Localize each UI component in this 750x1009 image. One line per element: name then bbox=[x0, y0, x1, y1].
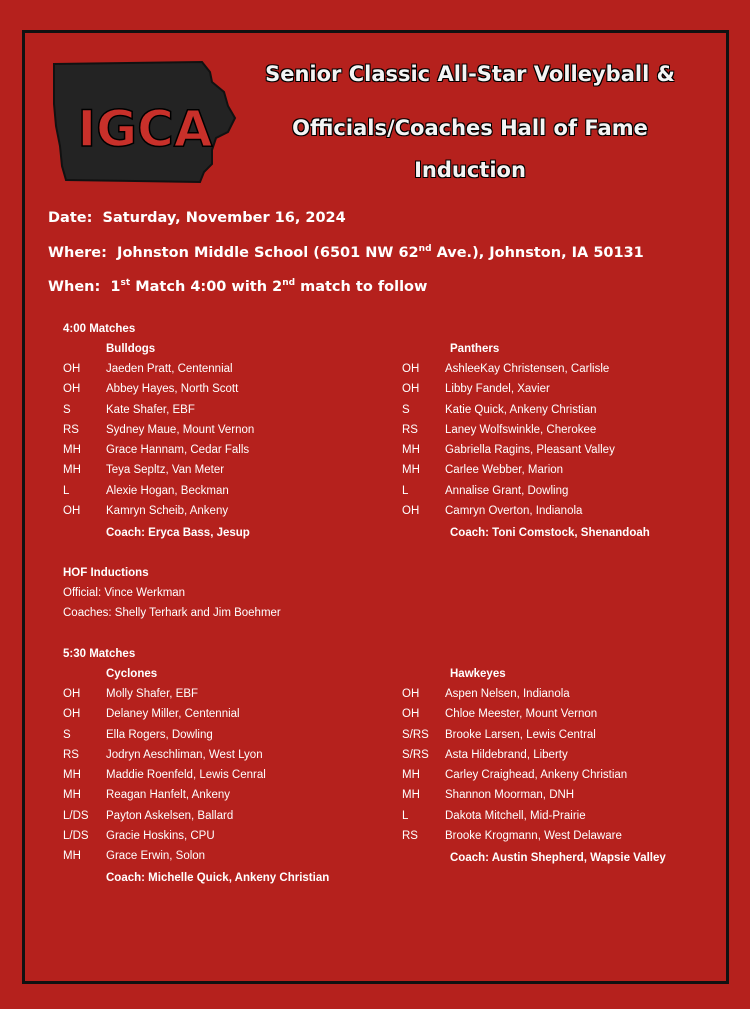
player-name: Aspen Nelsen, Indianola bbox=[445, 688, 570, 700]
player-position: L bbox=[402, 809, 409, 822]
hof-official: Official: Vince Werkman bbox=[63, 587, 186, 599]
player-position: OH bbox=[63, 688, 81, 700]
player-name: Gracie Hoskins, CPU bbox=[106, 830, 215, 843]
title-line-3: Induction bbox=[414, 158, 526, 182]
bulldogs-team-name: Bulldogs bbox=[106, 343, 156, 355]
player-name: Abbey Hayes, North Scott bbox=[106, 383, 239, 396]
player-position: S bbox=[63, 728, 71, 741]
player-position: MH bbox=[63, 850, 81, 863]
player-name: Chloe Meester, Mount Vernon bbox=[445, 708, 598, 721]
hawkeyes-coach: Coach: Austin Shepherd, Wapsie Valley bbox=[450, 852, 666, 864]
event-date bbox=[48, 210, 346, 226]
player-name: Carley Craighead, Ankeny Christian bbox=[445, 769, 628, 782]
when-mid: Match 4:00 with 2 bbox=[130, 278, 283, 295]
player-position: L bbox=[63, 484, 70, 497]
player-name: Sydney Maue, Mount Vernon bbox=[106, 423, 255, 436]
where-post: Ave.), Johnston, IA 50131 bbox=[431, 244, 644, 261]
player-name: Camryn Overton, Indianola bbox=[445, 505, 583, 518]
player-position: OH bbox=[63, 505, 81, 518]
player-position: RS bbox=[402, 423, 418, 436]
player-name: Brooke Larsen, Lewis Central bbox=[445, 728, 596, 741]
player-position: MH bbox=[402, 769, 420, 782]
player-position: L/DS bbox=[63, 830, 89, 843]
player-name: Laney Wolfswinkle, Cherokee bbox=[445, 423, 597, 436]
player-name: Jodryn Aeschliman, West Lyon bbox=[106, 748, 263, 761]
player-position: MH bbox=[63, 769, 81, 782]
panthers-team-name: Panthers bbox=[450, 343, 500, 355]
panthers-coach: Coach: Toni Comstock, Shenandoah bbox=[450, 527, 650, 539]
player-name: Kamryn Scheib, Ankeny bbox=[106, 505, 229, 518]
player-name: Libby Fandel, Xavier bbox=[445, 383, 550, 396]
player-position: OH bbox=[63, 363, 81, 375]
hof-heading: HOF Inductions bbox=[63, 567, 149, 579]
player-position: RS bbox=[63, 423, 79, 436]
player-name: Kate Shafer, EBF bbox=[106, 403, 195, 416]
cyclones-coach: Coach: Michelle Quick, Ankeny Christian bbox=[106, 872, 330, 884]
player-position: MH bbox=[402, 464, 420, 477]
hof-coaches: Coaches: Shelly Terhark and Jim Boehmer bbox=[63, 607, 281, 619]
player-name: Annalise Grant, Dowling bbox=[445, 484, 569, 497]
player-name: Delaney Miller, Centennial bbox=[106, 708, 240, 721]
player-position: OH bbox=[402, 383, 420, 396]
player-name: Gabriella Ragins, Pleasant Valley bbox=[445, 444, 615, 457]
player-position: OH bbox=[63, 708, 81, 721]
when-label: When: bbox=[48, 278, 101, 295]
date-value: Saturday, November 16, 2024 bbox=[102, 210, 346, 226]
player-position: S bbox=[63, 403, 71, 416]
when-post: match to follow bbox=[295, 278, 428, 295]
when-sup-2: nd bbox=[282, 278, 296, 288]
player-position: OH bbox=[402, 505, 420, 518]
bulldogs-coach: Coach: Eryca Bass, Jesup bbox=[106, 527, 250, 539]
player-position: MH bbox=[63, 444, 81, 457]
player-name: Brooke Krogmann, West Delaware bbox=[445, 830, 622, 843]
date-label: Date: bbox=[48, 210, 93, 226]
player-position: OH bbox=[402, 708, 420, 721]
player-position: S/RS bbox=[402, 748, 429, 761]
where-label: Where: bbox=[48, 244, 107, 261]
player-name: Shannon Moorman, DNH bbox=[445, 789, 575, 802]
player-position: MH bbox=[402, 444, 420, 457]
match2-heading: 5:30 Matches bbox=[63, 648, 136, 660]
player-position: OH bbox=[402, 363, 420, 375]
player-name: Grace Erwin, Solon bbox=[106, 850, 206, 863]
player-position: RS bbox=[63, 748, 79, 761]
match1-heading: 4:00 Matches bbox=[63, 323, 136, 335]
player-position: L/DS bbox=[63, 809, 89, 822]
player-name: Reagan Hanfelt, Ankeny bbox=[106, 789, 231, 802]
event-where bbox=[48, 244, 644, 261]
logo-text: IGCA bbox=[77, 100, 213, 158]
player-name: Payton Askelsen, Ballard bbox=[106, 809, 234, 822]
title-line-1: Senior Classic All-Star Volleyball & bbox=[265, 62, 675, 86]
hawkeyes-team-name: Hawkeyes bbox=[450, 668, 506, 680]
player-position: L bbox=[402, 484, 409, 497]
event-when bbox=[48, 278, 427, 295]
player-position: MH bbox=[63, 789, 81, 802]
player-name: Dakota Mitchell, Mid-Prairie bbox=[445, 809, 586, 822]
player-position: S bbox=[402, 403, 410, 416]
player-name: Alexie Hogan, Beckman bbox=[106, 484, 229, 497]
player-position: MH bbox=[402, 789, 420, 802]
player-name: Katie Quick, Ankeny Christian bbox=[445, 403, 597, 416]
title-line-2: Officials/Coaches Hall of Fame bbox=[292, 116, 648, 140]
where-pre: Johnston Middle School (6501 NW 62 bbox=[117, 244, 419, 261]
player-position: S/RS bbox=[402, 728, 429, 741]
cyclones-team-name: Cyclones bbox=[106, 668, 158, 680]
player-position: RS bbox=[402, 830, 418, 843]
player-position: OH bbox=[402, 688, 420, 700]
player-position: MH bbox=[63, 464, 81, 477]
player-name: Jaeden Pratt, Centennial bbox=[106, 363, 233, 375]
when-sup-1: st bbox=[120, 278, 131, 288]
player-name: Molly Shafer, EBF bbox=[106, 688, 199, 700]
player-name: Maddie Roenfeld, Lewis Cenral bbox=[106, 769, 266, 782]
player-name: Teya Sepltz, Van Meter bbox=[106, 464, 225, 477]
player-name: Asta Hildebrand, Liberty bbox=[445, 748, 568, 761]
when-pre: 1 bbox=[110, 278, 121, 295]
player-name: Ella Rogers, Dowling bbox=[106, 728, 213, 741]
where-sup: nd bbox=[418, 244, 432, 254]
igca-iowa-logo bbox=[52, 58, 238, 184]
player-name: AshleeKay Christensen, Carlisle bbox=[445, 363, 610, 375]
player-name: Carlee Webber, Marion bbox=[445, 464, 564, 477]
player-position: OH bbox=[63, 383, 81, 396]
player-name: Grace Hannam, Cedar Falls bbox=[106, 444, 250, 457]
